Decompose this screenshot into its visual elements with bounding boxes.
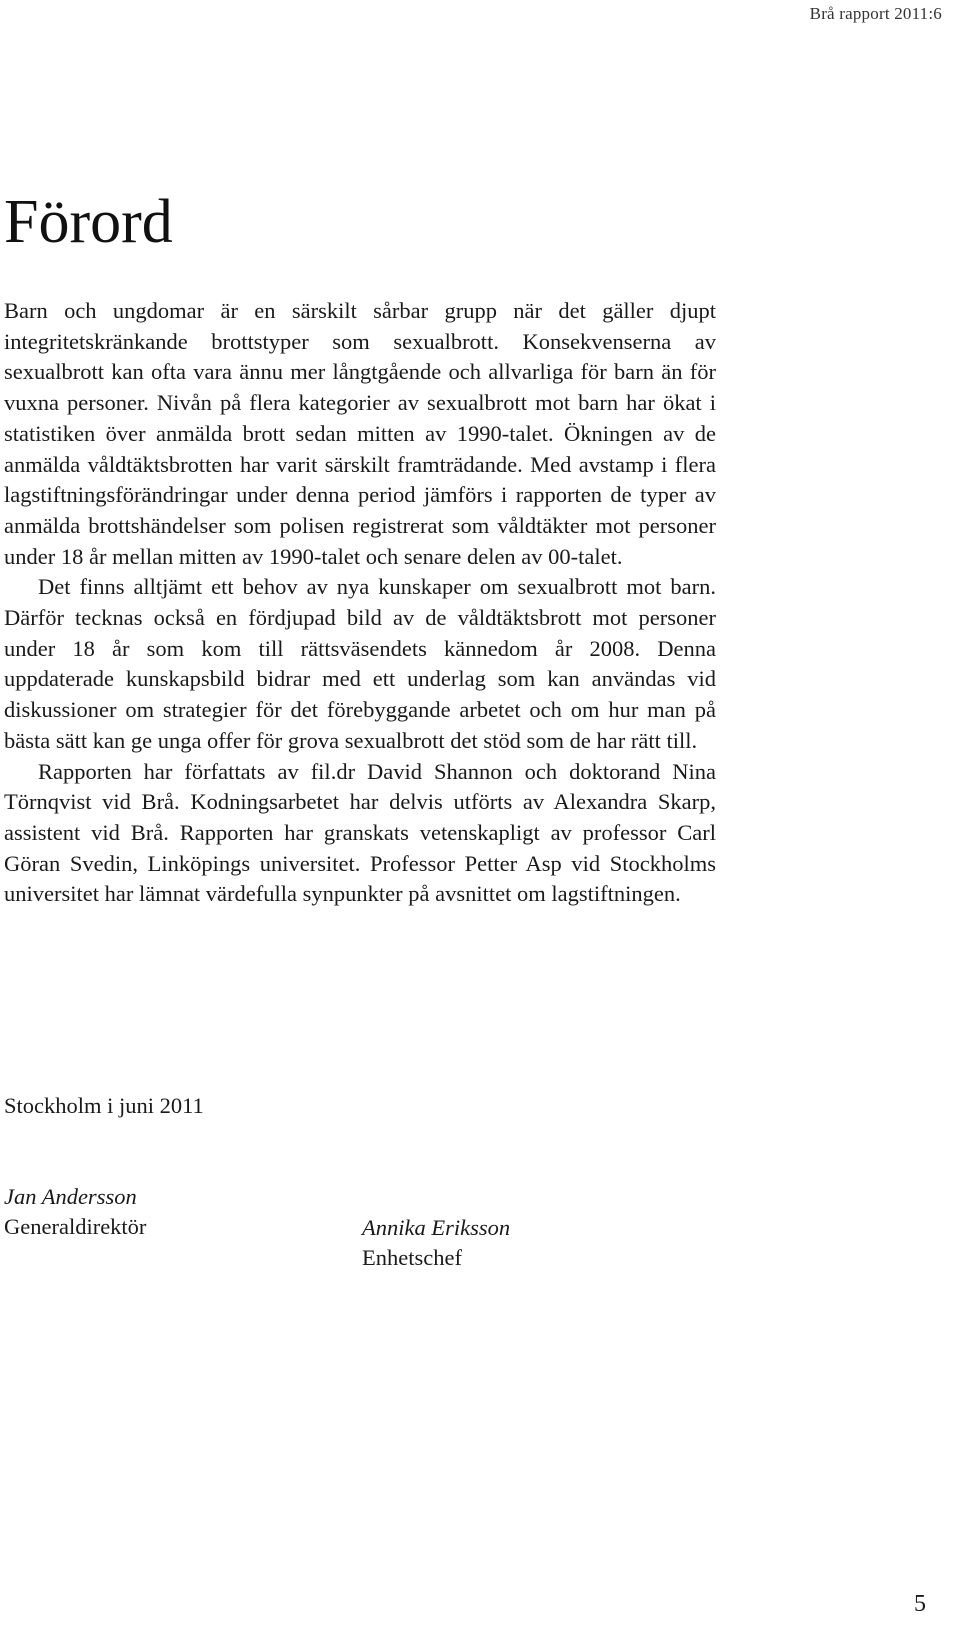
- paragraph-1: Barn och ungdomar är en särskilt sårbar grupp när det gäller djupt integritetskränkande brottstyper som sexualbrott. Konsekvenserna av sexualbrott kan ofta vara ännu mer långtgående och allvarliga för barn än för vuxna personer. Nivån på flera kategorier av sexualbrott mot barn har ökat i statistiken över anmälda brott sedan mitten av 1990-talet. Ökningen av de anmälda våldtäktsbrotten har varit särskilt framträdande. Med avstamp i flera lagstiftningsförändringar under denna period jämförs i rapporten de typer av anmälda brottshändelser som polisen registrerat som våldtäkter mot personer under 18 år mellan mitten av 1990-talet och senare delen av 00-talet.: [4, 298, 716, 569]
- place-date: Stockholm i juni 2011: [4, 1093, 204, 1118]
- signer-role: Generaldirektör: [4, 1214, 147, 1239]
- page-title: Förord: [4, 188, 173, 256]
- signer-name: Annika Eriksson: [362, 1215, 511, 1240]
- running-header: Brå rapport 2011:6: [809, 4, 942, 23]
- signature-block-2: [362, 1213, 510, 1273]
- signer-role: Enhetschef: [362, 1245, 462, 1270]
- paragraph-3: Rapporten har författats av fil.dr David Shannon och doktorand Nina Törnqvist vid Brå. Kodningsarbetet har delvis utförts av Alexandra Skarp, assistent vid Brå. Rapporten har granskats vetenskapligt av professor Carl Göran Svedin, Linköpings universitet. Professor Petter Asp vid Stockholms universitet har lämnat värdefulla synpunkter på avsnittet om lagstiftningen.: [4, 758, 716, 907]
- page-number: 5: [914, 1591, 926, 1617]
- signature-block-1: [4, 1182, 146, 1242]
- signer-name: Jan Andersson: [4, 1184, 137, 1209]
- paragraph-2: Det finns alltjämt ett behov av nya kunskaper om sexualbrott mot barn. Därför tecknas också en fördjupad bild av de våldtäktsbrott mot personer under 18 år som kom till rättsväsendets kännedom år 2008. Denna uppdaterade kunskapsbild bidrar med ett underlag som kan användas vid diskussioner om strategier för det förebyggande arbetet och om hur man på bästa sätt kan ge unga offer för grova sexualbrott det stöd som de har rätt till.: [4, 574, 716, 753]
- foreword-body: [4, 296, 716, 910]
